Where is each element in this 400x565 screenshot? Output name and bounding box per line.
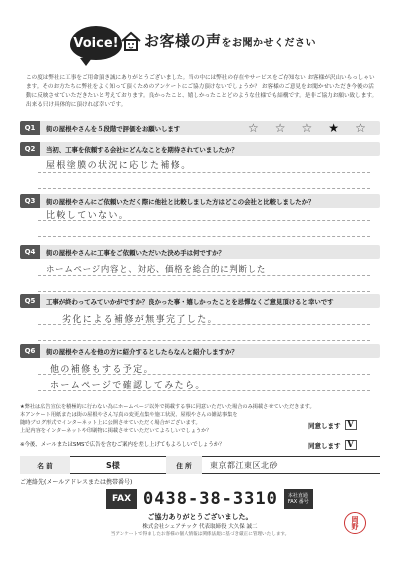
answer-text[interactable]: 屋根塗膜の状況に応じた補修。: [46, 161, 192, 171]
question-2: [20, 142, 380, 171]
voice-bubble: [70, 26, 122, 60]
name-field[interactable]: S様: [106, 460, 120, 470]
question-text: 当初、工事を依頼する会社にどんなことを期待されていましたか？: [46, 145, 238, 154]
consent-line: ★弊社は広告宣伝を積極的に行わない為にホームページ以外で掲載する事に同意いただいた場合のみ掲載させていただきます。: [20, 404, 315, 410]
answer-text[interactable]: ホームページ内容と、対応、価格を総合的に判断した: [46, 264, 267, 274]
agree-label: 同意します: [308, 441, 341, 450]
question-number: Q3: [20, 194, 40, 208]
answer-line: [38, 340, 370, 341]
intro-text: この度は弊社に工事をご用命頂き誠にありがとうございました。当の中には弊社の存在やサービスをご存知ない お客様が沢山いらっしゃいます。そのお方たちに弊社をよく知って頂くためのアンケートにご協力頂けないでしょうか？ お客様のご意見をお聞かせいただき今後の活動に反映させていただきたいと考えております。良かったこと、嬉しかったことどのような仕様でも結構です。是非ご協力お願い致します。出来る只け具体的に頂ければ幸いです。: [26, 75, 378, 108]
answer-text[interactable]: ホームページで確認してみたら。: [50, 381, 206, 391]
answer-text[interactable]: 比較していない。: [46, 211, 130, 221]
question-5: [20, 294, 380, 325]
question-text: 街の屋根やさんを他の方に紹介するとしたらなんと紹介しますか？: [46, 347, 238, 356]
agree-publish: [308, 420, 357, 430]
thanks-text: ご協力ありがとうございました。: [147, 513, 253, 521]
question-number: Q4: [20, 245, 40, 259]
rating-star-1[interactable]: ☆: [248, 121, 259, 135]
title-sub: をお聞かせください: [221, 38, 317, 49]
rating-star-5[interactable]: ☆: [355, 121, 366, 135]
fax-tag: FAX: [106, 489, 137, 509]
privacy-text: 当アンケートで得ましたお客様の個人情報は関係法規に基づき厳正に管理いたします。: [110, 532, 290, 537]
question-number: Q6: [20, 344, 40, 358]
check-mark: V: [347, 420, 354, 430]
question-1: [20, 121, 380, 135]
voice-label: Voice!: [73, 35, 119, 51]
question-number: Q2: [20, 142, 40, 156]
question-text: 工事が終わってみていかがですか？良かった事・嬉しかったことを忌憚なくご意見頂けると幸いです: [46, 297, 334, 306]
title-main: お客様の声: [144, 32, 222, 50]
house-icon: [120, 30, 142, 52]
question-4: [20, 245, 380, 274]
agree-publish-checkbox[interactable]: [345, 420, 357, 430]
name-address-row: [20, 456, 380, 474]
rating-star-2[interactable]: ☆: [274, 121, 286, 135]
address-field[interactable]: 東京都江東区北砂: [210, 460, 278, 470]
answer-line: [38, 236, 370, 237]
hanko-stamp: 岡野: [344, 512, 366, 534]
contact-label: ご連絡先(メールアドレスまたは携帯番号): [20, 479, 133, 486]
question-text: 街の屋根やさんに工事をご依頼いただいた決め手は何ですか？: [46, 248, 225, 257]
question-3: [20, 194, 380, 221]
question-text: 街の屋根やさんを５段階で評価をお願いします: [46, 124, 181, 133]
consent-line: ※今後、メールまたはSMSで広告を含むご案内を差し上げてもよろしいでしょうか？: [20, 442, 225, 448]
answer-line: [38, 291, 370, 292]
agree-label: 同意します: [308, 421, 341, 430]
agree-marketing: [308, 440, 357, 450]
fax-number: 0438-38-3310: [143, 489, 278, 509]
check-mark: V: [347, 440, 354, 450]
answer-text[interactable]: 劣化による補修が無事完了した。: [62, 315, 219, 325]
consent-line: 本アンケート用紙または街の屋根やさん写真の変更点集や施工状況、屋根やさんの雑誌事集を: [20, 412, 238, 418]
question-6: [20, 344, 380, 391]
consent-line: 随時ブログ形式でインターネット上に公開させていただく場合がございます。: [20, 420, 201, 426]
consent-line: 上記内容をインターネットや印刷物に掲載させていただいてよろしいでしょうか？: [20, 428, 212, 434]
question-number: Q1: [20, 121, 40, 135]
answer-line: [38, 188, 370, 189]
fax-note: [284, 489, 313, 509]
fax-note-line: 本社直通: [287, 493, 308, 499]
company-text: 株式会社シェアテック 代表取締役 大久保 誠二: [142, 524, 258, 530]
answer-text[interactable]: 他の補修もする予定。: [50, 365, 155, 375]
question-text: 街の屋根やさんにご依頼いただく際に他社と比較しました方はどこの会社と比較しましたか？: [46, 197, 315, 206]
address-label: 住 所: [166, 456, 202, 474]
rating-star-3[interactable]: ☆: [301, 121, 313, 135]
answer-line: [38, 275, 370, 276]
agree-marketing-checkbox[interactable]: [345, 440, 357, 450]
fax-note-line: FAX 番号: [287, 499, 309, 505]
answer-line: [38, 172, 370, 173]
question-number: Q5: [20, 294, 40, 308]
rating-stars[interactable]: [248, 121, 366, 135]
name-label: 名 前: [20, 456, 70, 474]
fax-block: [106, 489, 313, 509]
rating-star-4[interactable]: ★: [328, 121, 340, 135]
page-title: [144, 30, 316, 51]
consent-block: [20, 403, 380, 435]
